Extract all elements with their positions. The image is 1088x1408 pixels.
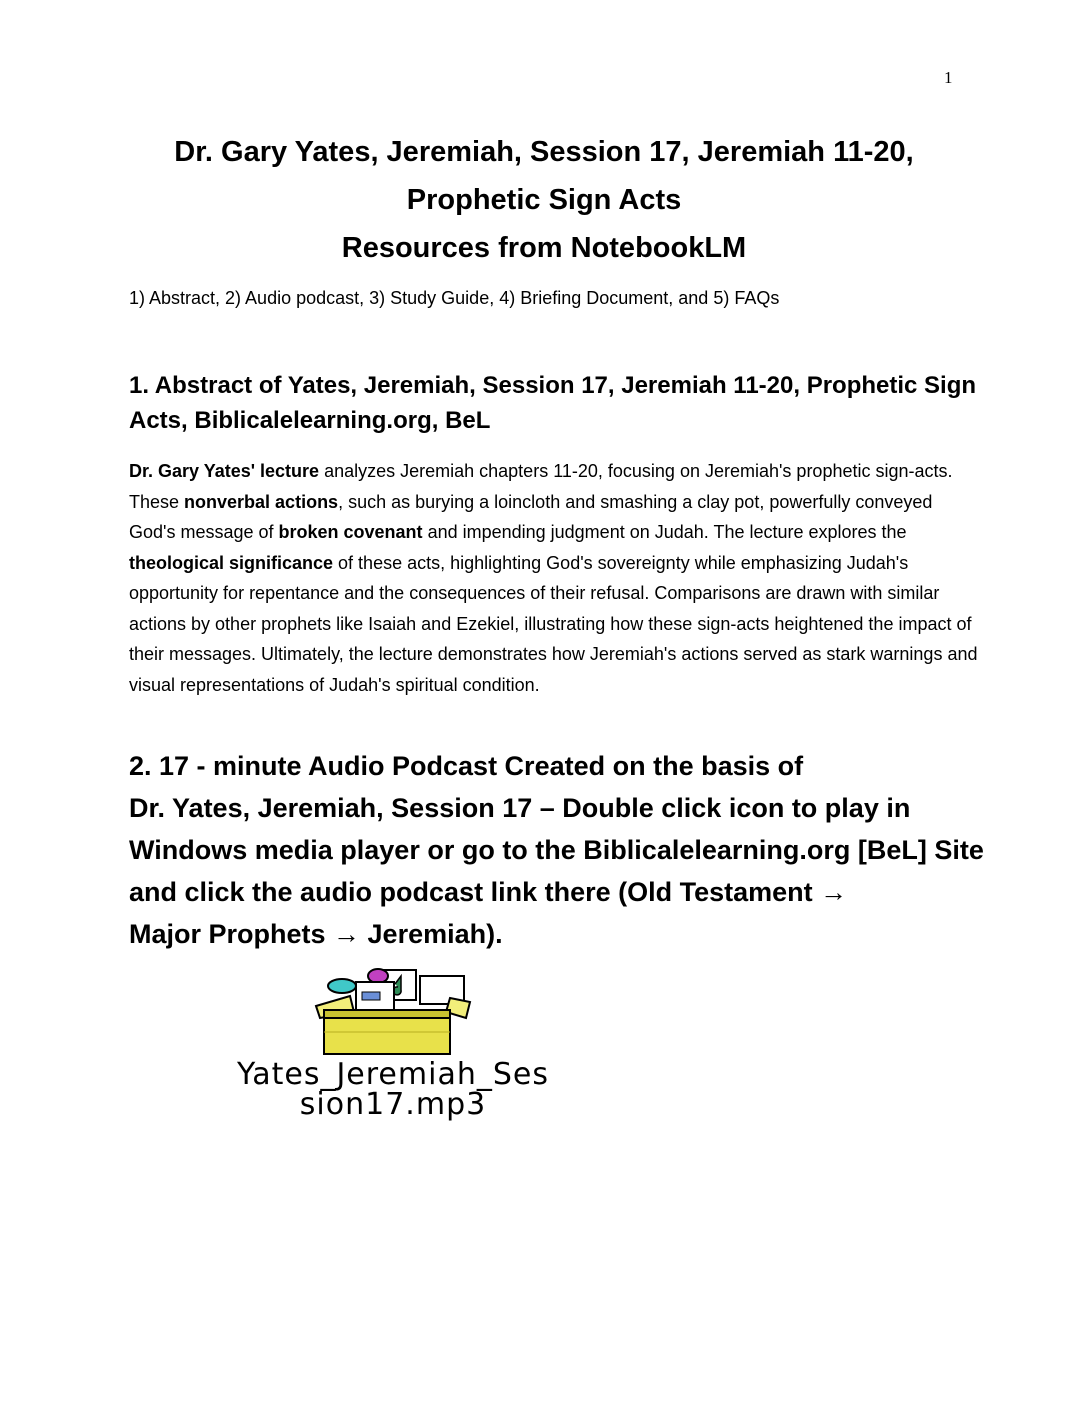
abstract-bold-2: nonverbal actions — [184, 491, 339, 512]
page-number: 1 — [944, 68, 953, 87]
abstract-bold-1: Dr. Gary Yates' lecture — [129, 461, 320, 481]
abstract-text-3: and impending judgment on Judah. The lecture explores the — [422, 522, 907, 542]
title-line-3: Resources from NotebookLM — [341, 232, 747, 264]
document-title — [100, 128, 988, 272]
resources-list: 1) Abstract, 2) Audio podcast, 3) Study Guide, 4) Briefing Document, and 5) FAQs — [129, 288, 780, 308]
section-2-line-2: Dr. Yates, Jeremiah, Session 17 – Double click icon to play in Windows media player or go to the Biblicalelearning.org [BeL] Site and click the audio podcast link there (Old Testament — [129, 793, 984, 907]
abstract-bold-4: theological significance — [129, 552, 334, 573]
section-2-line-3: Major Prophets — [129, 919, 334, 949]
section-2-line-1: 2. 17 - minute Audio Podcast Created on the basis of — [129, 751, 804, 781]
package-icon[interactable] — [310, 966, 480, 1058]
title-line-2: Prophetic Sign Acts — [406, 184, 682, 216]
section-2-line-4: Jeremiah). — [360, 919, 503, 949]
arrow-right-icon: → — [333, 919, 361, 949]
abstract-paragraph — [129, 456, 979, 700]
filename-line-1: Yates_Jeremiah_Ses — [237, 1057, 549, 1092]
abstract-bold-3: broken covenant — [278, 522, 423, 542]
abstract-text-1: analyzes Jeremiah chapters 11-20, focusing on Jeremiah's prophetic sign-acts. These — [129, 461, 953, 512]
filename-line-2: sion17.mp3 — [299, 1087, 487, 1122]
section-2-heading — [129, 745, 989, 955]
attachment-filename[interactable] — [128, 1057, 658, 1122]
arrow-right-icon: → — [820, 877, 848, 907]
abstract-text-2: , such as burying a loincloth and smashing a clay pot, powerfully conveyed God's message of — [129, 491, 933, 542]
section-1-heading: 1. Abstract of Yates, Jeremiah, Session 17, Jeremiah 11-20, Prophetic Sign Acts, Biblicalelearning.org, BeL — [129, 372, 977, 434]
abstract-text-4: of these acts, highlighting God's sovereignty while emphasizing Judah's opportunity for repentance and the consequences of their refusal. Comparisons are drawn with similar actions by other prophets like Isaiah and Ezekiel, illustrating how these sign-acts heightened the impact of their messages. Ultimately, the lecture demonstrates how Jeremiah's actions served as stark warnings and visual representations of Judah's spiritual condition. — [129, 552, 978, 695]
title-line-1: Dr. Gary Yates, Jeremiah, Session 17, Jeremiah 11-20, — [174, 136, 914, 168]
